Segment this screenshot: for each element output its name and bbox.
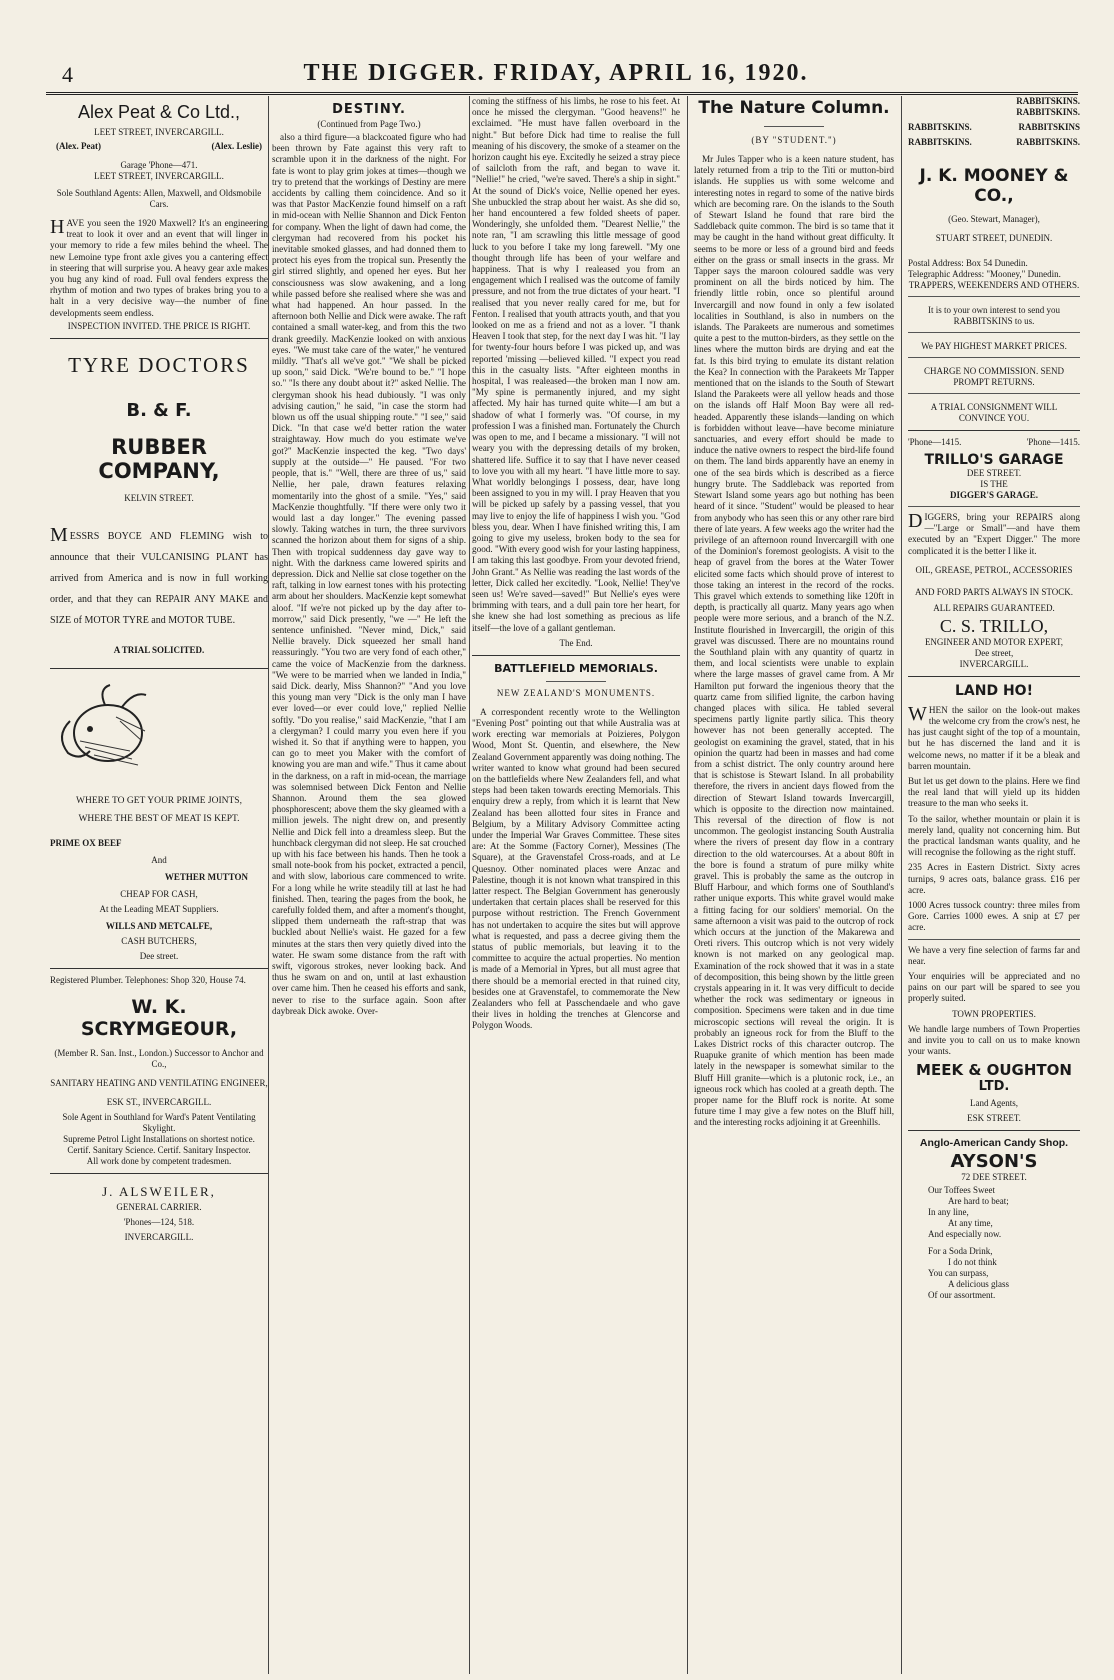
battlefield-heading: BATTLEFIELD MEMORIALS. [494, 661, 658, 675]
masthead-rule [46, 92, 1078, 95]
boyce-text: MESSRS BOYCE AND FLEMING wish to announce that their VULCANISING PLANT has arrived from America and is now in full working order, and that they can REPAIR ANY MAKE and SIZE of MOTOR TYRE and MOTOR TUBE. [50, 523, 268, 626]
land-text-2: But let us get down to the plains. Here we find the real land that will yield up its hidden treasure to the man who seeks it. [908, 776, 1080, 809]
meat-where-1: WHERE TO GET YOUR PRIME JOINTS, [76, 795, 242, 806]
aysons-name: AYSON'S [950, 1151, 1038, 1173]
kelvin-street: KELVIN STREET. [124, 492, 194, 503]
peat-agents: Sole Southland Agents: Allen, Maxwell, and Oldsmobile Cars. [56, 188, 262, 209]
page-number: 4 [62, 62, 73, 87]
trial-solicited: A TRIAL SOLICITED. [113, 644, 205, 655]
peat-inspection: INSPECTION INVITED. THE PRICE IS RIGHT. [67, 320, 251, 331]
story-text: coming the stiffness of his limbs, he rose to his feet. At once he missed the clergyman. "Good heavens!" he exclaimed. "He must have fallen overboard in the night." But before Dick had time to realise the full meaning of his discovery, the smoke of a steamer on the horizon caught his eye. Excitedly he seized a stray piece of sailcloth from the raft, and began to wave it. "Nellie!" he cried, "we're saved. There's a ship in sight." At the sound of Dick's voice, Nellie opened her eyes. She unbuckled the strap about her waist. As she did so, her hand encountered a few folded sheets of paper. Wonderingly, she unfolded them. "Dearest Nellie," the note ran, "I am scrawling this little message of good luck to you before I take my long farewell. "My one thought through life has been of your welfare and happiness. That is why I realeased you from an engagement which I realised was the outcome of family pressure, and not from the true dictates of your heart. "I realised that you never really cared for me, but for Fenton. I realised that youth attracts youth, and that you looked on me as a friend and not as a lover. "I thank Heaven I took that step, for the next day I was hit. "I lay for twenty-four hours before I was picked up, and was reported 'missing —believed killed. "I expect you read this in the casualty lists. "After eighteen months in hospital, I was realeased—the broken man I now am. "My spine is permanently injured, and my sight affected. My hair has turned quite white—I am but a shadow of what I formerly was. "Of course, in my profession I was a finished man. Fortunately the Church was open to me, and I became a missionary. "I will not weary you with the depressing details of my broken, shattered life. Suffice it to say that I have never ceased to love you with all my heart. "I have little more to say. What worldly belongings I possess, dear, have long been assigned to you in my will. I pray Heaven that you will be picked up safely by a passing vessel, that you may live to enjoy the life of happiness I wish you. "God bless you, dear. When I have finished writing this, I am going to give my useless, broken body to the sea for good. "With every good wish for your lasting happiness, I am taking this last goodbye. From your devoted friend, John Grant." As Nellie was reading the last words of the letter, Dick called her excitedly. "Look, Nellie! They've seen us! We're saved—saved!" But Nellie's eyes were brimming with tears, and a dull pain tore her heart, for she knew she had lost something as precious as life itself—the love of a gallant gentleman. [472, 96, 680, 633]
trillo-dee-2: Dee street, [974, 647, 1014, 658]
peat-partners [56, 141, 262, 152]
meat-cheap: CHEAP FOR CASH, [120, 888, 198, 899]
meat-wether: WETHER MUTTON [164, 871, 248, 882]
peat-street-2: LEET STREET, INVERCARGILL. [94, 171, 224, 181]
meat-where-2: WHERE THE BEST OF MEAT IS KEPT. [78, 813, 240, 824]
trillo-diggers-garage: DIGGER'S GARAGE. [949, 490, 1038, 500]
verse-line: Of our assortment. [928, 1290, 996, 1301]
mooney-telegraphic: Telegraphic Address: "Mooney," Dunedin. [908, 269, 1061, 279]
column-1-ads [50, 96, 268, 1676]
verse-line: For a Soda Drink, [928, 1246, 993, 1257]
peat-garage-phone: Garage 'Phone—471. [120, 160, 198, 170]
meat-butchers: CASH BUTCHERS, [121, 935, 197, 946]
trillo-phones [908, 437, 1080, 448]
trillo-phone-left: 'Phone—1415. [908, 437, 962, 447]
story-end: The End. [559, 637, 593, 648]
rabbitskins-row-2 [908, 137, 1080, 148]
trillo-phone-right: 'Phone—1415. [1026, 437, 1080, 447]
verse-line: A delicious glass [948, 1279, 1009, 1290]
meat-dee: Dee street. [139, 950, 179, 961]
trillo-text: DIGGERS, bring your REPAIRS along —"Large or Small"—and have them executed by an "Expert Digger." The more complicated it is the better I like it. [908, 510, 1080, 556]
rabbitskins-2: RABBITSKINS. [1016, 107, 1080, 117]
aysons-street: 72 DEE STREET. [961, 1172, 1027, 1183]
peat-partner-1: (Alex. Peat) [56, 141, 101, 151]
alsweiler-phones: 'Phones—124, 518. [123, 1216, 195, 1227]
candy-heading: Anglo-American Candy Shop. [919, 1137, 1069, 1150]
land-text-7: Your enquiries will be appreciated and no pains on our part will be spared to see you properly suited. [908, 971, 1080, 1004]
mooney-pay: We PAY HIGHEST MARKET PRICES. [921, 341, 1067, 351]
column-divider [687, 96, 688, 1674]
verse-line: Our Toffees Sweet [928, 1185, 996, 1196]
trillo-is: IS THE [980, 479, 1008, 489]
verse-line: Are hard to beat; [948, 1196, 1009, 1207]
land-heading: LAND HO! [955, 682, 1033, 699]
masthead [34, 60, 1078, 90]
column-divider [268, 96, 269, 1674]
column-5-ads [908, 96, 1080, 1676]
nature-heading: The Nature Column. [698, 98, 890, 118]
scrymgeour-name: W. K. SCRYMGEOUR, [80, 995, 238, 1040]
masthead-title: THE DIGGER. FRIDAY, APRIL 16, 1920. [303, 60, 809, 86]
land-text-8: We handle large numbers of Town Properties and invite you to call on us to make known your wants. [908, 1023, 1080, 1057]
meat-prime: PRIME OX BEEF [50, 837, 122, 848]
land-text-3: To the sailor, whether mountain or plain it is merely land, quality not concerning him. But the practical landsman wants quality, and he will recognise the following as the right stuff. [908, 813, 1080, 858]
meek-ltd: LTD. [978, 1079, 1010, 1095]
peat-partner-2: (Alex. Leslie) [211, 141, 262, 151]
scrymgeour-sanitary: SANITARY HEATING AND VENTILATING ENGINEER, [50, 1077, 268, 1088]
destiny-text: also a third figure—a blackcoated figure who had been thrown by Fate against this very raft to scramble upon it in the darkness of the night. For fate is wont to play grim jokes at times—though we try to pretend that the workings of Destiny are mere accidents by calling them coincidence. And so it was that Pastor MacKenzie found himself on a raft in mid-ocean with Nellie Shannon and Dick Fenton for company. When the light of dawn had come, the clergyman had recovered from his pocket his inevitable smoked glasses, and had donned them to protect his eyes from the tropical sun. Presently the girl stirred slightly, and opened her eyes. But her consciousness was slow awakening, and a long while passed before she realised where she was and what had happened. An hour passed. In the afternoon both Nellie and Dick were awake. The raft contained a small water-keg, and from this the two drank greedily. MacKenzie looked on with anxious eyes. "We must take care of the water," he ventured mildly. "That's all we've got." "We shall be picked up soon," said Dick. "We're bound to be." "I hope so." "Is there any doubt about it?" asked Nellie. The clergyman shook his head dubiously. "I was only advising caution," he said, "in case the storm had blown us off the usual shipping route." "I see," said Dick. "In that case we'd better ration the water straightaway. How much do you estimate we've got?" MacKenzie inspected the keg. "Two days' supply at the outside—" He paused. "For two people, that is." "Well, there are three of us," said Nellie, her pale, drawn features relaxing momentarily into the ghost of a smile. "Yes," said MacKenzie thoughtfully. "If there were only two it would last a day longer." The evening passed slowly. Taking watches in turn, the three survivors scanned the horizon about them for signs of a ship. Then with tropical suddenness day gave way to night. With the darkness came lowered spirits and depression. Dick and Nellie sat close together on the raft, talking in low earnest tones with his protecting arm about her shoulders. MacKenzie kept somewhat aloof. "If we're not picked up by the day after to-morrow," said Dick presently, "we —" He left the sentence unfinished. "Never mind, Dick," said Nellie bravely. Dick squeezed her small hand reassuringly. "You two are very fond of each other," came the voice of MacKenzie from the darkness. "We were to be married when we landed in India," said Dick. dearly, Miss Shannon?" "And you love this young man very "Dick is the only man I have ever loved—or ever could love," replied Nellie softly. "Do you realise," said MacKenzie, "that I am a clergyman? I could marry you even here if you wished it. So that if anything were to happen, you can go to meet you Maker with the comfort of knowing you are man and wife." Thus it came about in the darkness, on a raft in mid-ocean, the marriage was solemnised between Dick Fenton and Nellie Shannon. Around them the sea glowed phosphorescent; above them the sky gleamed with a million jewels. The night drew on, and presently Nellie and Dick fell into a dreamless sleep. But the hunchback clergyman did not sleep. He sat crouched up with his face between his hands. Then he took a small note-book from his pocket, extracted a pencil, and with slow, laborious care commenced to write. For a long while he write steadily till at last he had finished. Then, tearing the pages from the book, he carefully folded them, and after a moment's thought, slipped them underneath the raft-strap that was buckled about Nellie's waist. He gazed for a few minutes at the stars then very quietly dived into the water. He swam some distance from the raft with swift, vigorous strokes, never looking back. And thus he swam on and on, until at last exhaustion over came him. Then he ceased his efforts and sank, never to rise to the surface again. Soon after daybreak Dick awoke. Over- [272, 132, 466, 1016]
land-text-1: WHEN the sailor on the look-out makes the welcome cry from the crow's nest, he has just caught sight of the top of a mountain, but he has discerned the land and it is welcome news, no matter if it be a bleak and barren mountain. [908, 702, 1080, 771]
mooney-postal: Postal Address: Box 54 Dunedin. [908, 258, 1028, 268]
aysons-verse-1 [928, 1185, 1080, 1240]
meek-agents: Land Agents, [970, 1098, 1018, 1109]
nature-text: Mr Jules Tapper who is a keen nature student, has lately returned from a trip to the Titi or mutton-bird islands. He supplies us with some welcome and interesting notes in regard to some of the native birds which are becoming rare. On the islands to the South of Stewart Island he found that rare bird the Saddleback quite common. The bird is so tame that it may be caught in the hand without great difficulty. It seems to be more or less of a ground bird and feeds either on the grass or small insects in the grass. Mr Tapper says the maroon coloured saddle was very prominent on all the birds noticed by him. The friendly little robin, once so plentiful around Invercargill and now found in only a few isolated localities in Southland, is also in numbers on the islands. The Parakeets are numerous and sometimes quite a pest to the mutton-birders, as they settle on the lines where the mutton birds are drying and eat the fat. Is this bird trying to emulate its distant relation the Kea? In connection with the Parakeets Mr Tapper mentioned that on the islands to the South of Stewart Island the Parakeets were all yellow heads and those on the islands off Half Moon Bay were all red-headed. Apparently these islands—landing on which is forbidden without leave—have become miniature sanctuaries, and every effort should be made to induce the native owners to respect the bird-life found on them. The land birds apparently have an enemy in one of the sea birds which is described as a fierce hungry brute. The Saddleback was reported from Stewart Island some years ago but nothing has been heard of it since. "Student" would be pleased to hear from anybody who has seen this or any other rare bird there of late years. A few weeks ago the writer had the privilege of an afternoon round Invercargill with one of the Dominion's foremost geologists. A visit to the heap of gravel from the bores at the Water Tower elicited some facts which should prove of interest to those taking an interest in the record of the rocks. This gravel which extends to something like 120ft in depth, is practically all quartz. Many years ago when people were more serious, and a branch of the N.Z. Institute flourished in Invercargill, the origin of this gravel was discussed. There are no mountains round the Southland plain with any quantity of quartz in them, and local scientists were unable to explain where the large masses of gravel came from. A Mr Hamilton put forward the ingenious theory that the quartz came from silified lignite, the carbon having changed places with silica. He tabled several specimens partly lignite partly silica. This theory however has not been generally accepted. The geologist on examining the gravel, stated, that in his opinion the quartz had been in masses and had come from a schist district. The only country around here that is schistose is Stewart Island. In all probability therefore, the rivers in ancient days flowed from the direction of Stewart Island towards Invercargill, which is opposite to the direction now maintained. This reversal of the direction of flow is not uncommon. The geologist instancing South Australia where the rivers of present day flow in a contrary direction to the old watercourses. At a about 80ft in the bore is found a stratum of pure milky white gravel. This is probably the same as the outcrop in Bluff Harbour, and which forms one of Southland's rather unique exports. This white gravel would make a fitting facing for our soldiers' memorial. On the same afternoon a visit was paid to the outcrop of rock which occurs at the junction of the Makarewa and Oreti rivers. This outcrop which is not very widely known is not marked on any geological map. Examination of the rock showed that it was in a state of decomposition, this being shown by the little green crystals appearing in it. It was very difficult to decide whether the rock was sedimentary or igneous in composition. Specimens were taken and in due time microscopic sections will reveal the origin. It is probably an igneous rock for from the Bluff to the Lakes District rocks of this character outcrop. The Ruapuke granite of which mention has been made lately in the newspaper is somewhat similar to the Bluff Hill granite—which is a plutonic rock, i.e., an igneous rock which has cooled at a greath depth. The proper name for the Bluff rock is norite. At some future time I may give a few notes on the Bluff hill, and the interesting rocks adjoining it at Greenhills. [694, 154, 894, 1128]
tyre-heading: TYRE DOCTORS [68, 352, 250, 377]
column-4-nature [694, 96, 894, 1676]
trillo-name: TRILLO'S GARAGE [924, 452, 1064, 468]
rabbitskins-row-1 [908, 122, 1080, 133]
plumber-line: Registered Plumber. Telephones: Shop 320, House 74. [50, 974, 246, 985]
mooney-trappers: TRAPPERS, WEEKENDERS AND OTHERS. [908, 280, 1080, 290]
alsweiler-carrier: GENERAL CARRIER. [116, 1201, 202, 1212]
mooney-name: J. K. MOONEY & CO., [919, 166, 1069, 206]
meat-wills: WILLS AND METCALFE, [105, 920, 213, 931]
verse-line: I do not think [948, 1257, 997, 1268]
land-text-6: We have a very fine selection of farms far and near. [908, 944, 1080, 966]
verse-line: You can surpass, [928, 1268, 989, 1279]
bf-line: B. & F. [126, 399, 192, 421]
rabbitskins-5: RABBITSKINS. [908, 137, 972, 147]
destiny-heading: DESTINY. [332, 102, 406, 117]
scrymgeour-member: (Member R. San. Inst., London.) Successor to Anchor and Co., [54, 1047, 264, 1069]
land-text-5: 1000 Acres tussock country: three miles from Gore. Carries 1000 ewes. A snip at £7 per acre. [908, 900, 1080, 933]
trillo-cs: C. S. TRILLO, [939, 615, 1049, 636]
rabbitskins-3: RABBITSKINS. [908, 122, 972, 132]
scrymgeour-certif: Certif. Sanitary Science. Certif. Sanitary Inspector. [67, 1144, 251, 1155]
meek-street: ESK STREET. [967, 1113, 1021, 1124]
scrymgeour-agent: Sole Agent in Southland for Ward's Patent Ventilating Skylight. [62, 1111, 256, 1133]
mooney-trial: A TRIAL CONSIGNMENT WILL CONVINCE YOU. [930, 402, 1058, 423]
aysons-verse-2 [928, 1246, 1080, 1301]
mooney-interest: It is to your own interest to send you RABBITSKINS to us. [928, 305, 1060, 326]
trillo-dee: DEE STREET. [966, 468, 1022, 478]
trillo-oil: OIL, GREASE, PETROL, ACCESSORIES AND FORD PARTS ALWAYS IN STOCK. [915, 564, 1073, 597]
scrymgeour-esk: ESK ST., INVERCARGILL. [106, 1096, 212, 1107]
battlefield-subheading: NEW ZEALAND'S MONUMENTS. [496, 687, 656, 698]
verse-line: In any line, [928, 1207, 969, 1218]
column-divider [469, 96, 470, 1674]
peat-street: LEET STREET, INVERCARGILL. [94, 127, 224, 137]
mooney-manager: (Geo. Stewart, Manager), [948, 214, 1040, 224]
mooney-charge: CHARGE NO COMMISSION. SEND PROMPT RETURNS. [923, 366, 1064, 387]
scrymgeour-work: All work done by competent tradesmen. [86, 1155, 232, 1166]
rabbitskins-4: RABBITSKINS [1018, 122, 1080, 132]
column-3-story-memorials [472, 96, 680, 1676]
meek-name: MEEK & OUGHTON [916, 1061, 1072, 1080]
rabbitskins-6: RABBITSKINS. [1016, 137, 1080, 147]
peat-name: Alex Peat & Co Ltd., [77, 102, 241, 122]
alsweiler-name: J. ALSWEILER, [102, 1183, 216, 1199]
trillo-repairs: ALL REPAIRS GUARANTEED. [933, 602, 1055, 613]
land-town-properties: TOWN PROPERTIES. [952, 1008, 1036, 1019]
rabbitskins-1: RABBITSKINS. [1016, 96, 1080, 106]
mooney-street: STUART STREET, DUNEDIN. [935, 233, 1053, 243]
peat-ad-text: HAVE you seen the 1920 Maxwell? It's an engineering treat to look it over and an event that will linger in your memory to ride a few miles behind the wheel. The new Lemoine type front axle gives you a cantering effect in steering that will surprise you. A heavy gear axle makes you hug any kind of road. Full oval fenders express the rhythm of motion and two types of brakes bring you to a halt in a very decisive way—the number of fine developments seem endless. [50, 216, 268, 318]
rubber-company: RUBBER COMPANY, [98, 434, 220, 483]
battlefield-text: A correspondent recently wrote to the Wellington "Evening Post" pointing out that while Australia was at work erecting war memorials at Poizieres, Polygon Wood, Mont St. Quentin, and elsewhere, the New Zealand Government apparently was doing nothing. The writer wanted to know what ground had been secured on the battlefields where New Zealanders fell, and what steps had been taken towards erecting Memorials. This enquiry drew a reply, from which it is learnt that New Zealand has been allotted four sites in France and Belgium, by a Military Advisory Committee acting under the Imperial War Graves Committee. These sites are: At the Somme (Factory Corner), Messines (The Square), at the Gravenstafel Cross-roads, and at Le Quesnoy. Other nominated places were Anzac and Palestine, though it is not known what transpired in this latter respect. The Belgian Government has generously undertaken that certain places shall be reserved for this purpose without restriction. The French Government has not undertaken to acquire the sites but will approve what is requested, and pass a decree giving them the status of public memorials, but leaving it to the committee to acquire the actual properties. No mention is made of a Memorial in Ypres, but all must agree that there should be a memorial erected in that ruined city, besides one at Gravenstafel, to commemorate the New Zealanders who fell at Passchendaele and who gave their lives in holding the trenches at Glencorse and Polygon Woods. [472, 706, 680, 1031]
ox-head-illustration [50, 681, 160, 781]
nature-byline: (BY "STUDENT.") [751, 135, 837, 145]
trillo-engineer: ENGINEER AND MOTOR EXPERT, [924, 636, 1064, 647]
scrymgeour-petrol: Supreme Petrol Light Installations on shortest notice. [63, 1133, 255, 1144]
alsweiler-town: INVERCARGILL. [124, 1231, 194, 1242]
land-text-4: 235 Acres in Eastern District. Sixty acres turnips, 9 acres oats, balance grass. £16 per acre. [908, 862, 1080, 895]
column-2-destiny [272, 96, 466, 1676]
destiny-continued: (Continued from Page Two.) [317, 119, 421, 129]
column-divider [901, 96, 902, 1674]
trillo-town: INVERCARGILL. [959, 658, 1029, 669]
meat-leading: At the Leading MEAT Suppliers. [99, 903, 219, 914]
meat-and: And [151, 854, 167, 865]
verse-line: And especially now. [928, 1229, 1002, 1240]
verse-line: At any time, [948, 1218, 993, 1229]
